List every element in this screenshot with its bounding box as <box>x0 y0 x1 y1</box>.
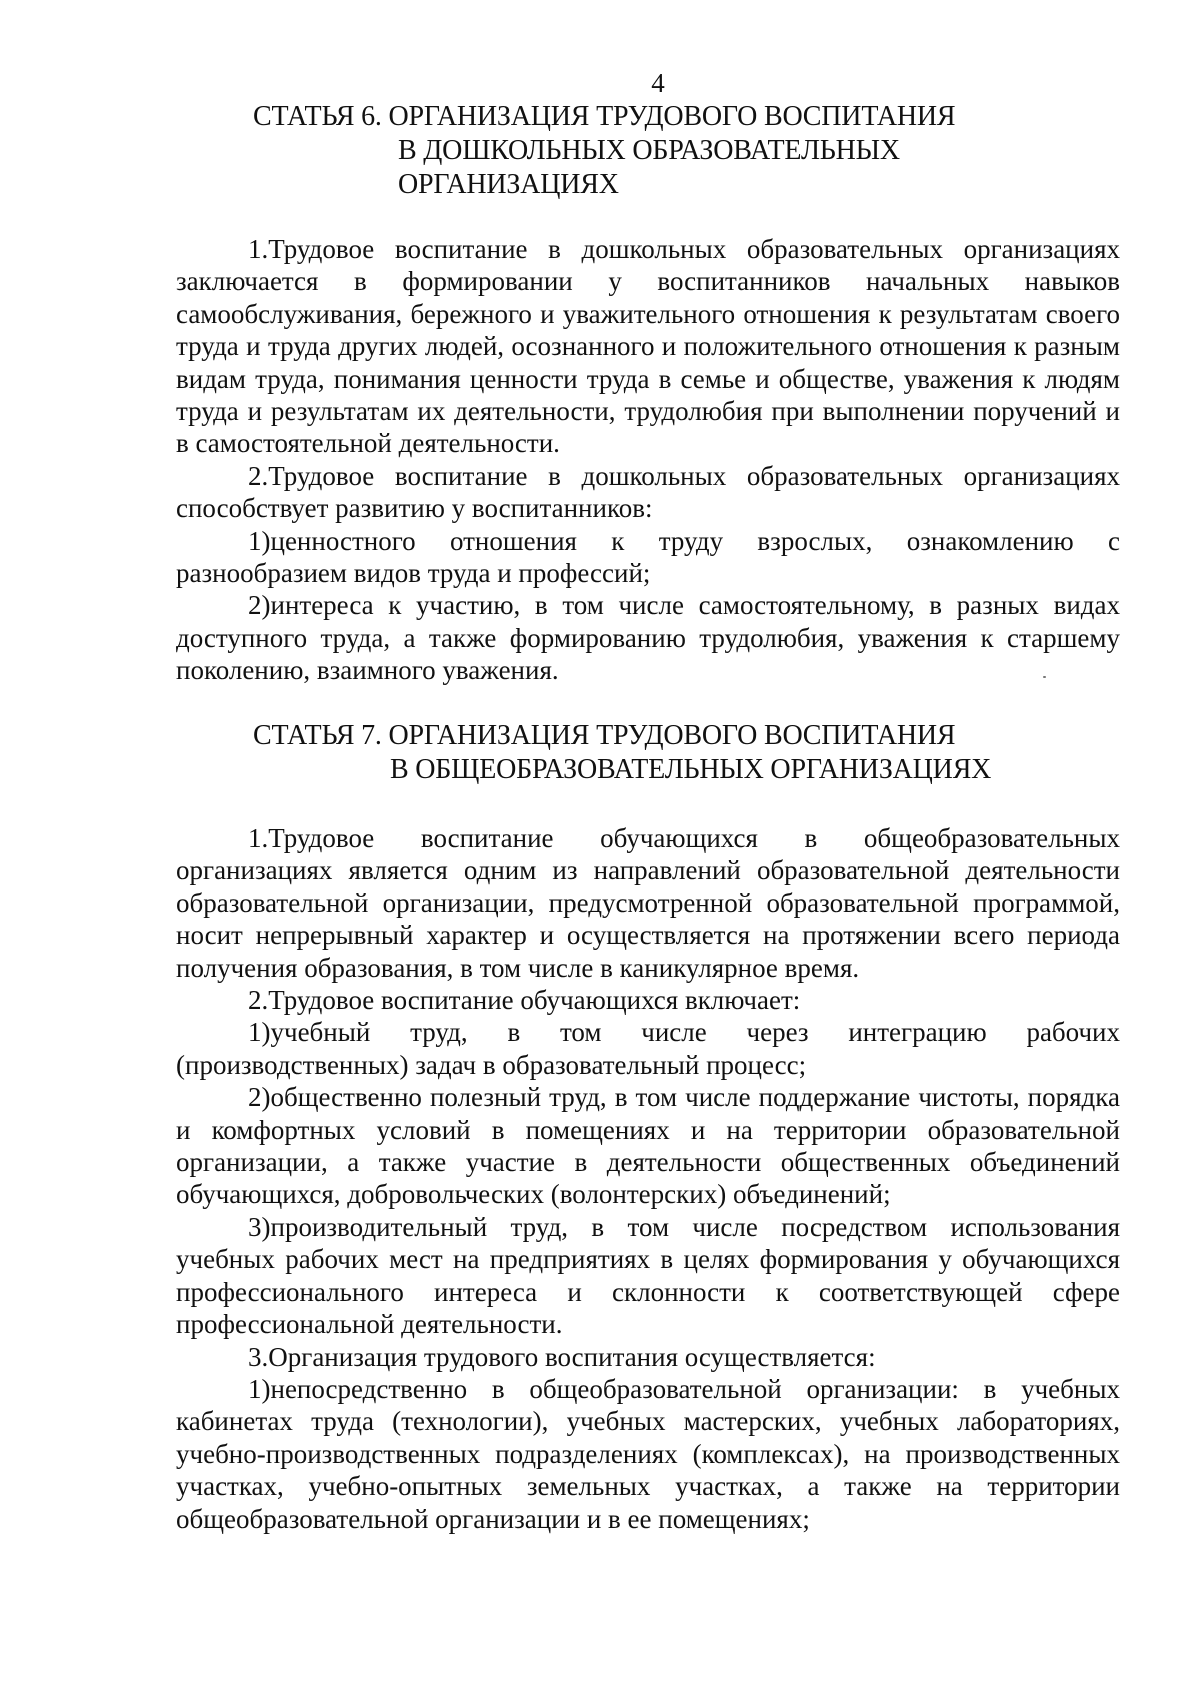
article7-paragraph-2: 2.Трудовое воспитание обучающихся включает: <box>248 985 801 1016</box>
article7-paragraph-7: 1)непосредственно в общеобразовательной организации: в учебных кабинетах труда (технологии), учебных мастерских, учебных лабораториях, учебно-производственных подразделениях (комплексах), на производственных участках, учебно-опытных земельных участках, а также на территории общеобразовательной организации и в ее помещениях; <box>176 1373 1120 1534</box>
article6-paragraph-1: 1.Трудовое воспитание в дошкольных образовательных организациях заключается в формировании у воспитанников начальных навыков самообслуживания, бережного и уважительного отношения к результатам своего труда и труда других людей, осознанного и положительного отношения к разным видам труда, понимания ценности труда в семье и обществе, уважения к людям труда и результатам их деятельности, трудолюбия при выполнении поручений и в самостоятельной деятельности. <box>176 234 1120 459</box>
page-number: 4 <box>651 68 665 98</box>
article7-paragraph-6: 3.Организация трудового воспитания осуществляется: <box>248 1341 876 1372</box>
article6-paragraph-2: 2.Трудовое воспитание в дошкольных образовательных организациях способствует развитию у воспитанников: <box>176 460 1120 524</box>
article6-heading-line1: СТАТЬЯ 6. ОРГАНИЗАЦИЯ ТРУДОВОГО ВОСПИТАНИЯ <box>253 101 956 132</box>
article6-paragraph-4: 2)интереса к участию, в том числе самостоятельному, в разных видах доступного труда, а также формированию трудолюбия, уважения к старшему поколению, взаимного уважения. <box>176 590 1120 686</box>
article7-paragraph-4: 2)общественно полезный труд, в том числе поддержание чистоты, порядка и комфортных условий в помещениях и на территории образовательной организации, а также участие в деятельности общественных объединений обучающихся, добровольческих (волонтерских) объединений; <box>176 1082 1120 1210</box>
scan-speck <box>1043 676 1046 678</box>
article7-paragraph-3: 1)учебный труд, в том числе через интеграцию рабочих (производственных) задач в образовательный процесс; <box>176 1017 1120 1080</box>
article6-heading-line2: В ДОШКОЛЬНЫХ ОБРАЗОВАТЕЛЬНЫХ <box>398 135 900 166</box>
article7-heading-line2: В ОБЩЕОБРАЗОВАТЕЛЬНЫХ ОРГАНИЗАЦИЯХ <box>390 754 992 785</box>
article6-heading-line3: ОРГАНИЗАЦИЯХ <box>398 169 619 200</box>
article7-heading-line1: СТАТЬЯ 7. ОРГАНИЗАЦИЯ ТРУДОВОГО ВОСПИТАНИЯ <box>253 720 956 751</box>
article7-paragraph-1: 1.Трудовое воспитание обучающихся в общеобразовательных организациях является одним из направлений образовательной деятельности образовательной организации, предусмотренной образовательной программой, носит непрерывный характер и осуществляется на протяжении всего периода получения образования, в том числе в каникулярное время. <box>176 823 1120 983</box>
article6-paragraph-3: 1)ценностного отношения к труду взрослых, ознакомлению с разнообразием видов труда и профессий; <box>176 525 1120 589</box>
article7-paragraph-5: 3)производительный труд, в том числе посредством использования учебных рабочих мест на предприятиях в целях формирования у обучающихся профессионального интереса и склонности к соответствующей сфере профессиональной деятельности. <box>176 1211 1120 1340</box>
article7-body <box>176 822 1120 1535</box>
article6-body <box>176 233 1120 687</box>
